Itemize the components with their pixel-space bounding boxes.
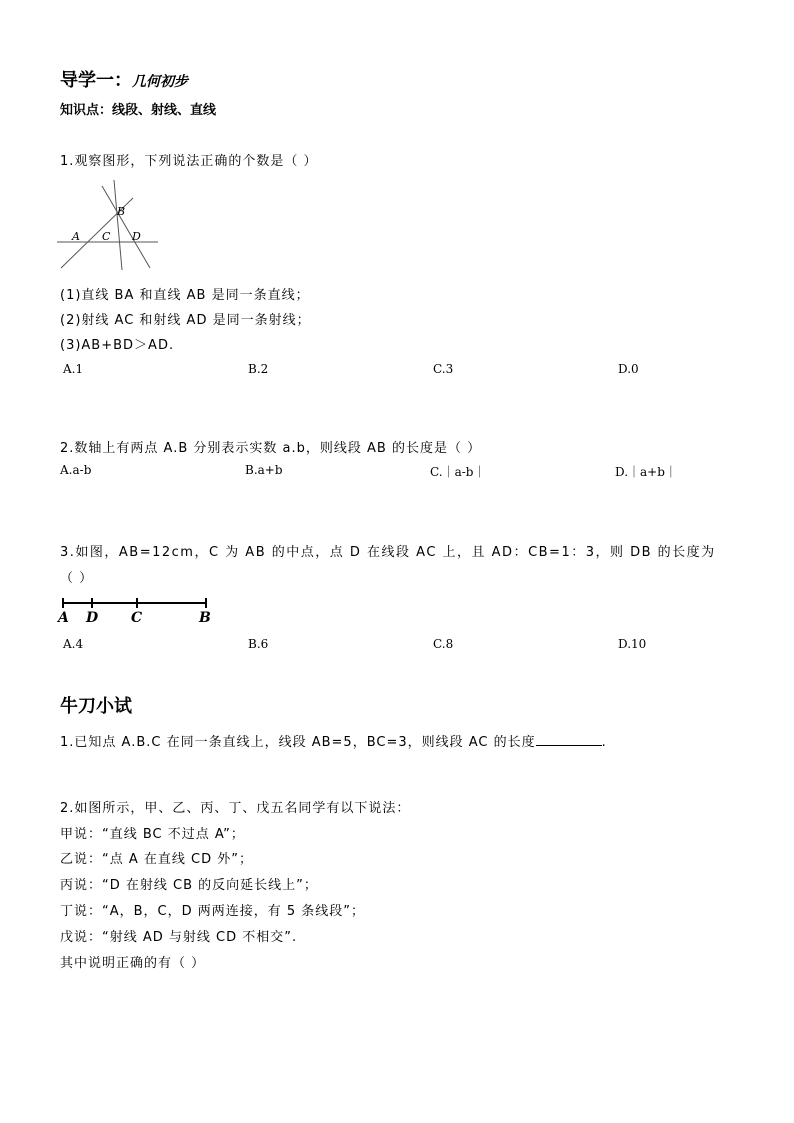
q2-option-c: C.｜a-b｜ xyxy=(430,465,486,479)
q2-option-d: D.｜a+b｜ xyxy=(615,465,677,479)
q1-figure xyxy=(55,178,165,273)
t2-line-7: 其中说明正确的有（ ） xyxy=(60,956,206,971)
section-subtitle: 几何初步 xyxy=(132,74,188,90)
q1-option-c: C.3 xyxy=(433,362,454,376)
section-title-main: 导学一： xyxy=(60,70,132,91)
t1-stem-text: 1.已知点 A.B.C 在同一条直线上，线段 AB=5，BC=3，则线段 AC 的长度 xyxy=(60,735,536,750)
q2-stem: 2.数轴上有两点 A.B 分别表示实数 a.b，则线段 AB 的长度是（ ） xyxy=(60,441,482,456)
q3-option-c: C.8 xyxy=(433,637,454,651)
section2-title: 牛刀小试 xyxy=(60,696,132,717)
t2-line-2: 甲说：“直线 BC 不过点 A”； xyxy=(60,827,245,842)
q3-label-a: A xyxy=(58,610,69,626)
q3-stem-blank: （ ） xyxy=(60,571,94,586)
knowledge-points: 知识点：线段、射线、直线 xyxy=(60,103,217,118)
q1-label-c: C xyxy=(102,230,111,243)
q1-line-vertical xyxy=(114,180,122,270)
q1-option-a: A.1 xyxy=(63,362,84,376)
q1-label-a: A xyxy=(72,230,80,243)
t1-stem-end: . xyxy=(601,735,607,750)
t2-line-4: 丙说：“D 在射线 CB 的反向延长线上”； xyxy=(60,878,318,893)
q3-label-d: D xyxy=(86,610,99,626)
t1-stem xyxy=(60,731,607,750)
t2-line-5: 丁说：“A，B，C，D 两两连接，有 5 条线段”； xyxy=(60,904,366,919)
q3-option-b: B.6 xyxy=(248,637,269,651)
q1-label-b: B xyxy=(117,205,126,218)
q3-figure xyxy=(57,596,217,628)
q1-statement-2: (2)射线 AC 和射线 AD 是同一条射线； xyxy=(60,313,311,328)
q3-label-b: B xyxy=(199,610,211,626)
q2-option-a: A.a-b xyxy=(60,463,92,477)
q1-stem: 1.观察图形，下列说法正确的个数是（ ） xyxy=(60,154,318,169)
q1-statement-1: (1)直线 BA 和直线 AB 是同一条直线； xyxy=(60,288,310,303)
q1-line-diagonal-2 xyxy=(102,186,150,268)
q3-option-d: D.10 xyxy=(618,637,647,651)
t2-line-6: 戊说：“射线 AD 与射线 CD 不相交”. xyxy=(60,930,298,945)
q2-option-b: B.a+b xyxy=(245,463,283,477)
t1-answer-blank[interactable] xyxy=(536,733,602,746)
section-title xyxy=(60,66,188,92)
q1-statement-3: (3)AB+BD＞AD. xyxy=(60,338,175,353)
q3-stem: 3.如图，AB=12cm，C 为 AB 的中点，点 D 在线段 AC 上，且 AD：CB=1：3，则 DB 的长度为 xyxy=(60,545,716,560)
q1-label-d: D xyxy=(132,230,141,243)
q1-option-d: D.0 xyxy=(618,362,639,376)
q3-option-a: A.4 xyxy=(63,637,84,651)
t2-line-3: 乙说：“点 A 在直线 CD 外”； xyxy=(60,852,253,867)
t2-line-1: 2.如图所示，甲、乙、丙、丁、戊五名同学有以下说法： xyxy=(60,801,411,816)
q3-label-c: C xyxy=(131,610,143,626)
q1-option-b: B.2 xyxy=(248,362,269,376)
